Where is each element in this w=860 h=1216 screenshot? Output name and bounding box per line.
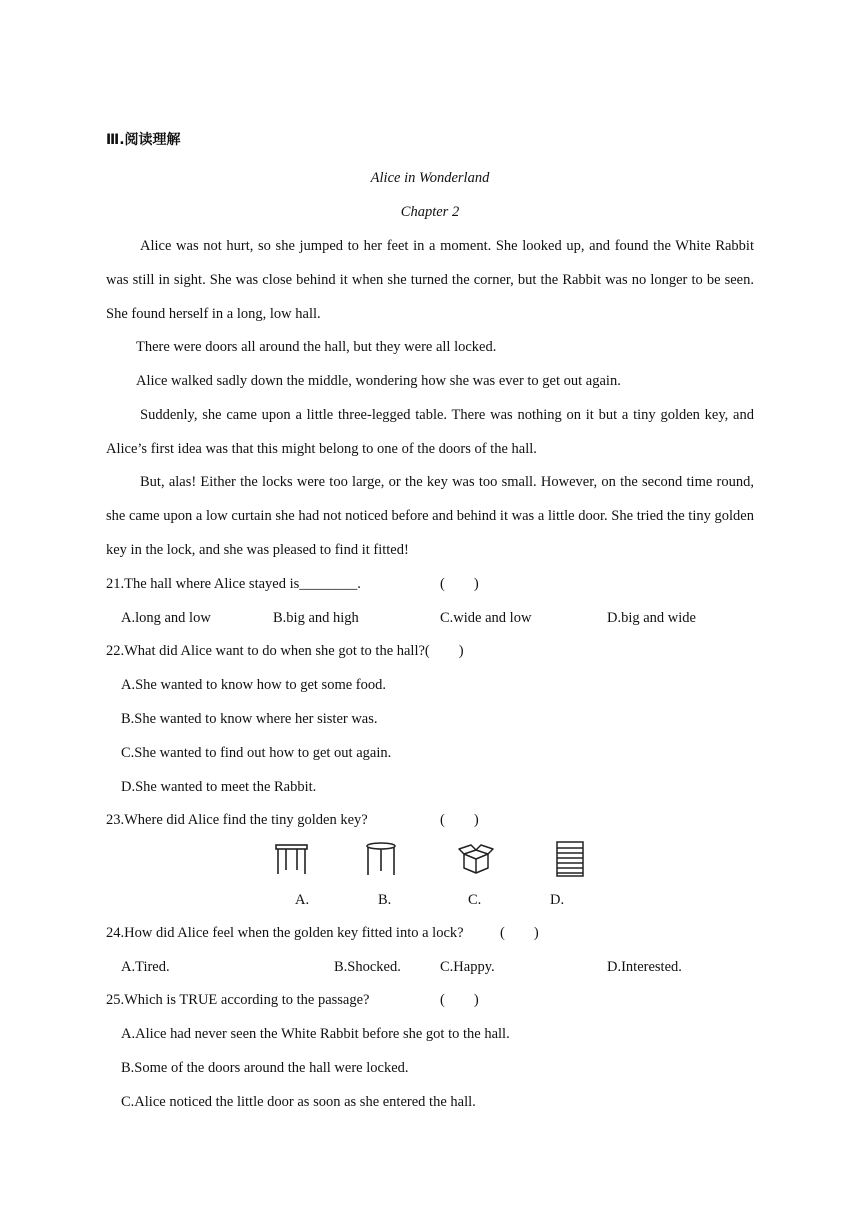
question-24-option-d: D.Interested. <box>607 959 682 975</box>
question-23-option-d: D. <box>550 892 565 908</box>
paragraph-1: Alice was not hurt, so she jumped to her feet in a moment. She looked up, and found the White Rabbit was still in sight. She was close behind it when she turned the corner, but the Rabbit was no longer to be seen. She found herself in a long, low hall. <box>106 238 754 322</box>
question-25-stem: 25.Which is TRUE according to the passage? <box>106 992 370 1008</box>
question-21-option-b: B.big and high <box>273 610 359 626</box>
story-title: Alice in Wonderland <box>370 170 490 186</box>
chapter-title: Chapter 2 <box>400 204 460 220</box>
question-22-option-b: B.She wanted to know where her sister was. <box>121 711 378 727</box>
question-24-answer-blank: ( ) <box>500 925 539 941</box>
question-23-option-b: B. <box>378 892 392 908</box>
open-box-icon <box>456 840 496 878</box>
square-table-icon <box>274 840 310 878</box>
question-24-option-b: B.Shocked. <box>334 959 401 975</box>
question-23-answer-blank: ( ) <box>440 812 479 828</box>
paragraph-5: But, alas! Either the locks were too large, or the key was too small. However, on the second time round, she came upon a low curtain she had not noticed before and behind it was a little door. She tried the tiny golden key in the lock, and she was pleased to find it fitted! <box>106 474 754 558</box>
question-21-option-a: A.long and low <box>121 610 211 626</box>
paragraph-3: Alice walked sadly down the middle, wondering how she was ever to get out again. <box>136 373 621 389</box>
question-24-option-c: C.Happy. <box>440 959 495 975</box>
section-heading: Ⅲ.阅读理解 <box>106 132 181 148</box>
question-21-option-c: C.wide and low <box>440 610 532 626</box>
question-22-option-a: A.She wanted to know how to get some food. <box>121 677 386 693</box>
question-21-option-d: D.big and wide <box>607 610 696 626</box>
question-22-option-c: C.She wanted to find out how to get out again. <box>121 745 392 761</box>
paragraph-2: There were doors all around the hall, but they were all locked. <box>136 339 497 355</box>
question-24-option-a: A.Tired. <box>121 959 170 975</box>
question-21-answer-blank: ( ) <box>440 576 479 592</box>
question-25-option-c: C.Alice noticed the little door as soon as she entered the hall. <box>121 1094 476 1110</box>
paragraph-4: Suddenly, she came upon a little three-legged table. There was nothing on it but a tiny golden key, and Alice’s first idea was that this might belong to one of the doors of the hall. <box>106 407 754 457</box>
question-25-option-a: A.Alice had never seen the White Rabbit before she got to the hall. <box>121 1026 510 1042</box>
round-table-icon <box>364 840 398 878</box>
question-25-option-b: B.Some of the doors around the hall were locked. <box>121 1060 409 1076</box>
question-23-option-a: A. <box>295 892 310 908</box>
question-24-stem: 24.How did Alice feel when the golden key fitted into a lock? <box>106 925 464 941</box>
question-25-answer-blank: ( ) <box>440 992 479 1008</box>
shelf-icon <box>554 840 586 880</box>
question-22-stem: 22.What did Alice want to do when she got to the hall?( ) <box>106 643 464 659</box>
question-23-option-c: C. <box>468 892 482 908</box>
question-23-stem: 23.Where did Alice find the tiny golden key? <box>106 812 368 828</box>
question-22-option-d: D.She wanted to meet the Rabbit. <box>121 779 317 795</box>
question-21-stem: 21.The hall where Alice stayed is________. <box>106 576 361 592</box>
